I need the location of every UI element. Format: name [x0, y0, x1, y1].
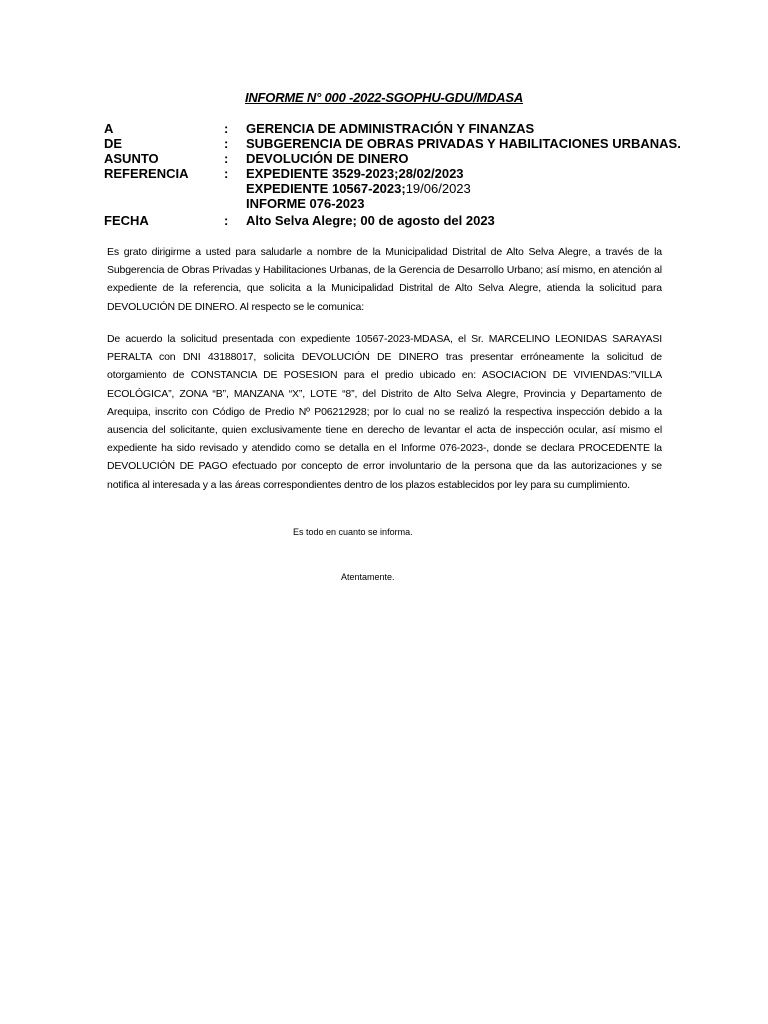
header-value-fecha: Alto Selva Alegre; 00 de agosto del 2023 [246, 213, 495, 228]
sign-off: Atentamente. [341, 572, 395, 582]
header-label-fecha: FECHA [104, 213, 149, 228]
header-colon-referencia: : [224, 166, 229, 181]
header-label-de: DE [104, 136, 123, 151]
header-value-de: SUBGERENCIA DE OBRAS PRIVADAS Y HABILITACIONES URBANAS. [246, 136, 681, 151]
header-row-a [104, 121, 704, 136]
paragraph-details: De acuerdo la solicitud presentada con expediente 10567-2023-MDASA, el Sr. MARCELINO LEONIDAS SARAYASI PERALTA con DNI 43188017, solicita DEVOLUCIÓN DE DINERO tras presentar erróneamente la solicitud de otorgamiento de CONSTANCIA DE POSESION para el predio ubicado en: ASOCIACION DE VIVIENDAS:”VILLA ECOLÓGICA”, ZONA “B”, MANZANA “X”, LOTE “8”, del Distrito de Alto Selva Alegre, Provincia y Departamento de Arequipa, inscrito con Código de Predio Nº P06212928; por lo cual no se realizó la respectiva inspección debido a la ausencia del solicitante, quien exclusivamente tiene en derecho de levantar el acta de inspección ocular, así mismo el expediente ha sido revisado y atendido como se detalla en el Informe 076-2023-, donde se declara PROCEDENTE la DEVOLUCIÓN DE PAGO efectuado por concepto de error involuntario de la persona que da las autorizaciones y se notifica al interesada y a las áreas correspondientes dentro de los plazos establecidos por ley para su cumplimiento. [107, 333, 662, 491]
header-block [104, 121, 704, 228]
closing-statement: Es todo en cuanto se informa. [293, 527, 413, 537]
referencia-line-2-date: 19/06/2023 [405, 181, 471, 196]
header-value-a: GERENCIA DE ADMINISTRACIÓN Y FINANZAS [246, 121, 535, 136]
referencia-line-3: INFORME 076-2023 [246, 196, 365, 211]
header-value-referencia [246, 166, 704, 211]
report-title: INFORME N° 000 -2022-SGOPHU-GDU/MDASA [244, 90, 524, 105]
header-colon-a: : [224, 121, 229, 136]
header-colon-asunto: : [224, 151, 229, 166]
referencia-line-2-expediente: EXPEDIENTE 10567-2023; [246, 181, 406, 196]
header-label-a: A [104, 121, 114, 136]
paragraph-greeting: Es grato dirigirme a usted para saludarle a nombre de la Municipalidad Distrital de Alto Selva Alegre, a través de la Subgerencia de Obras Privadas y Habilitaciones Urbanas, de la Gerencia de Desarrollo Urbano; así mismo, en atención al expediente de la referencia, que solicita a la Municipalidad Distrital de Alto Selva Alegre, atienda la solicitud para DEVOLUCIÓN DE DINERO. Al respecto se le comunica: [107, 246, 662, 313]
header-colon-de: : [224, 136, 229, 151]
referencia-line-2 [246, 181, 704, 196]
referencia-line-1: EXPEDIENTE 3529-2023;28/02/2023 [246, 166, 464, 181]
header-label-referencia: REFERENCIA [104, 166, 189, 181]
header-row-de [104, 136, 704, 151]
header-colon-fecha: : [224, 213, 229, 228]
header-row-asunto [104, 151, 704, 166]
header-row-fecha [104, 213, 704, 228]
header-row-referencia [104, 166, 704, 211]
header-value-asunto: DEVOLUCIÓN DE DINERO [246, 151, 409, 166]
header-label-asunto: ASUNTO [104, 151, 159, 166]
